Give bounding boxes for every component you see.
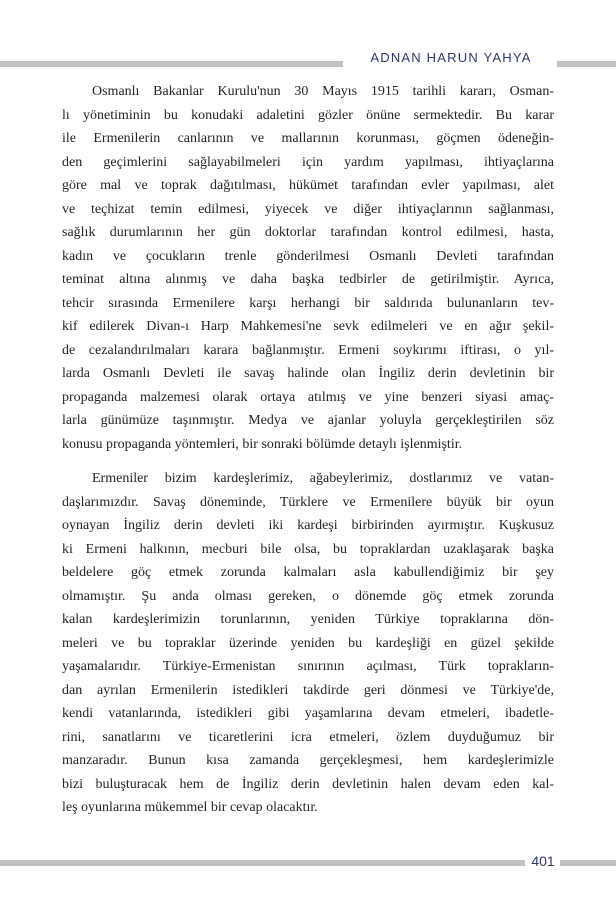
text-line: kadın ve çocukların trenle gönderilmesi Osmanlı Devleti tarafından — [62, 248, 554, 264]
text-line: oynayan İngiliz derin devleti iki kardeşi birbirinden ayırmıştır. Kuşkusuz — [62, 518, 554, 533]
text-line: teminat altına alınmış ve daha başka tedbirler de getirilmiştir. Ayrıca, — [62, 272, 554, 287]
text-line: kif edilerek Divan-ı Harp Mahkemesi'ne sevk edilmeleri ve en ağır şekil- — [62, 319, 554, 334]
text-line: lı yönetiminin bu konudaki adaletini gözler önüne sermektedir. Bu karar — [62, 107, 554, 123]
text-line: propaganda malzemesi olarak ortaya atılmış ve yine benzeri siyasi amaç- — [62, 389, 554, 405]
text-line: tehcir sırasında Ermenilere karşı herhangi bir saldırıda bulunanların tev- — [62, 295, 554, 311]
running-header-author: ADNAN HARUN YAHYA — [370, 50, 532, 65]
text-line: Ermeniler bizim kardeşlerimiz, ağabeylerimiz, dostlarımız ve vatan- — [92, 471, 554, 486]
text-line: den geçimlerini sağlayabilmeleri için yardım yapılması, ihtiyaçlarına — [62, 154, 554, 170]
text-line: ve teçhizat temin edilmesi, yiyecek ve diğer ihtiyaçlarının sağlanması, — [62, 201, 554, 217]
text-line: yaşamalarıdır. Türkiye-Ermenistan sınırının açılması, Türk toprakların- — [62, 659, 554, 674]
text-line: Osmanlı Bakanlar Kurulu'nun 30 Mayıs 1915 tarihli kararı, Osman- — [92, 84, 554, 99]
body-text — [62, 80, 554, 820]
paragraph — [62, 467, 554, 820]
text-line: de cezalandırılmaları karara bağlanmıştır. Ermeni soykırımı iftirası, o yıl- — [62, 342, 554, 358]
text-line: kalan kardeşlerimizin torunlarının, yeniden Türkiye topraklarına dön- — [62, 612, 554, 627]
text-line: ki Ermeni halkının, mecburi bile olsa, bu topraklardan uzaklaşarak başka — [62, 541, 554, 557]
text-line: manzaradır. Bunun kısa zamanda gerçekleşmesi, hem kardeşlerimizle — [62, 753, 554, 768]
text-line: ile Ermenilerin canlarının ve mallarının korunması, göçmen ödeneğin- — [62, 131, 554, 146]
text-line: konusu propaganda yöntemleri, bir sonraki bölümde detaylı işlenmiştir. — [62, 436, 463, 452]
text-line: daşlarımızdır. Savaş döneminde, Türklere ve Ermenilere büyük bir oyun — [62, 494, 554, 510]
header-rule-right — [557, 61, 616, 67]
text-line: leş oyunlarına mükemmel bir cevap olacaktır. — [62, 800, 318, 815]
page-number: 401 — [531, 853, 555, 869]
text-line: göre mal ve toprak dağıtılması, hükümet tarafından evler yapılması, alet — [62, 178, 554, 193]
text-line: beldelere göç etmek zorunda kalmaları asla kabullendiğimiz bir şey — [62, 565, 554, 580]
footer-rule-right — [560, 860, 616, 866]
text-line: bizi buluşturacak hem de İngiliz derin devletinin halen devam eden kal- — [62, 776, 554, 792]
text-line: larla günümüze taşınmıştır. Medya ve ajanlar yoluyla gerçekleştirilen söz — [62, 413, 554, 428]
text-line: sağlık durumlarının her gün doktorlar tarafından kontrol edilmesi, hasta, — [62, 225, 554, 240]
text-line: larda Osmanlı Devleti ile savaş halinde olan İngiliz derin devletinin bir — [62, 366, 554, 381]
footer-rule-left — [0, 860, 525, 866]
text-line: meleri ve bu topraklar üzerinde yeniden bu kardeşliği en güzel şekilde — [62, 635, 554, 651]
header-rule-left — [0, 61, 343, 67]
text-line: olmamıştır. Şu anda olması gereken, o dönemde göç etmek zorunda — [62, 588, 554, 604]
paragraph — [62, 80, 554, 456]
text-line: dan ayrılan Ermenilerin istedikleri takdirde geri dönmesi ve Türkiye'de, — [62, 682, 554, 698]
text-line: rini, sanatlarını ve ticaretlerini icra etmeleri, özlem duyduğumuz bir — [62, 729, 554, 745]
text-line: kendi vatanlarında, istedikleri gibi yaşamlarına devam etmeleri, ibadetle- — [62, 706, 554, 721]
